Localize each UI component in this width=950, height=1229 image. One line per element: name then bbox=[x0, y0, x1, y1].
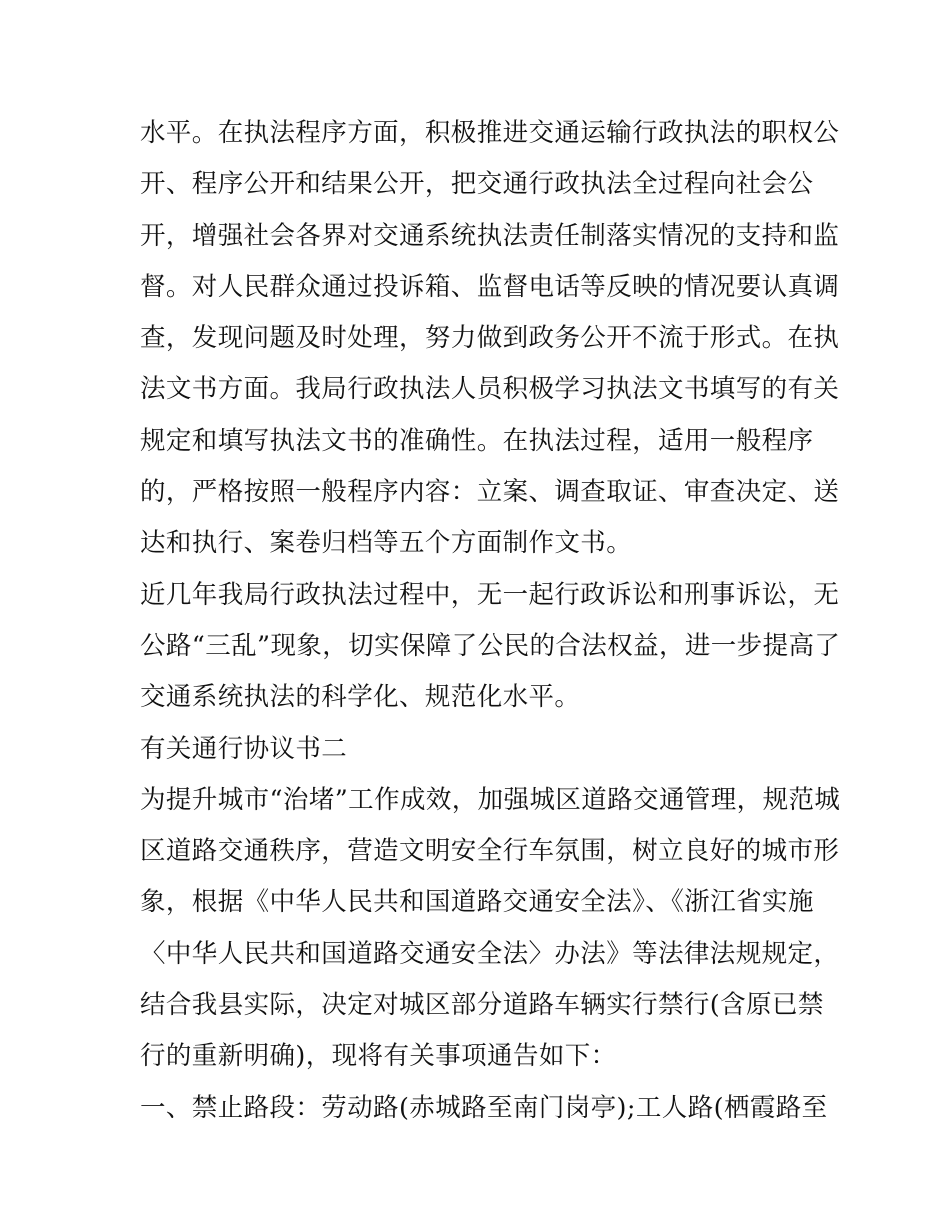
text-line: 督。对人民群众通过投诉箱、监督电话等反映的情况要认真调 bbox=[140, 271, 840, 302]
text-line: 行的重新明确)，现将有关事项通告如下： bbox=[140, 1041, 617, 1072]
text-line: 区道路交通秩序，营造文明安全行车氛围，树立良好的城市形 bbox=[140, 836, 840, 867]
section-heading: 有关通行协议书二 bbox=[140, 733, 348, 764]
text-line: 一、禁止路段：劳动路(赤城路至南门岗亭);工人路(栖霞路至 bbox=[140, 1092, 828, 1123]
text-line: 结合我县实际，决定对城区部分道路车辆实行禁行(含原已禁 bbox=[140, 990, 824, 1021]
text-line: 公路“三乱”现象，切实保障了公民的合法权益，进一步提高了 bbox=[140, 630, 841, 661]
text-line: 开、程序公开和结果公开，把交通行政执法全过程向社会公 bbox=[140, 169, 814, 200]
text-line: 的，严格按照一般程序内容：立案、调查取证、审查决定、送 bbox=[140, 477, 840, 508]
document-body bbox=[140, 108, 841, 1134]
text-line: 开，增强社会各界对交通系统执法责任制落实情况的支持和监 bbox=[140, 220, 840, 251]
text-line: 近几年我局行政执法过程中，无一起行政诉讼和刑事诉讼，无 bbox=[140, 579, 840, 610]
text-line: 象，根据《中华人民共和国道路交通安全法》、《浙江省实施 bbox=[140, 887, 814, 918]
text-line: 水平。在执法程序方面，积极推进交通运输行政执法的职权公 bbox=[140, 118, 840, 148]
text-line: 交通系统执法的科学化、规范化水平。 bbox=[140, 682, 581, 713]
text-line: 〈中华人民共和国道路交通安全法〉办法》等法律法规规定， bbox=[140, 938, 840, 969]
text-line: 为提升城市“治堵”工作成效，加强城区道路交通管理，规范城 bbox=[140, 784, 841, 815]
text-line: 规定和填写执法文书的准确性。在执法过程，适用一般程序 bbox=[140, 425, 814, 456]
text-line: 达和执行、案卷归档等五个方面制作文书。 bbox=[140, 528, 633, 559]
text-line: 查，发现问题及时处理，努力做到政务公开不流于形式。在执 bbox=[140, 323, 840, 354]
text-line: 法文书方面。我局行政执法人员积极学习执法文书填写的有关 bbox=[140, 374, 840, 405]
